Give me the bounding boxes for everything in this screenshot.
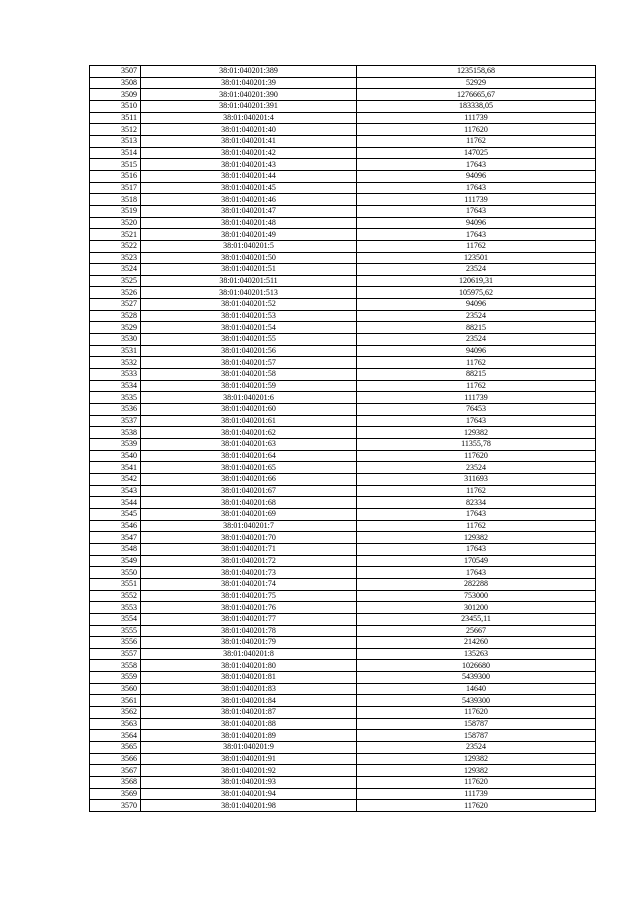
row-number-cell: 3527 [90,299,141,311]
table-row [90,788,596,800]
cadastral-number-cell: 38:01:040201:53 [141,310,357,322]
row-number-cell: 3532 [90,357,141,369]
row-number-cell: 3525 [90,275,141,287]
row-number-cell: 3549 [90,555,141,567]
table-row [90,718,596,730]
row-number-cell: 3550 [90,567,141,579]
row-number-cell: 3533 [90,369,141,381]
row-number-cell: 3535 [90,392,141,404]
row-number-cell: 3511 [90,112,141,124]
row-number-cell: 3545 [90,508,141,520]
row-number-cell: 3554 [90,613,141,625]
value-cell: 158787 [357,718,596,730]
table-row [90,147,596,159]
row-number-cell: 3508 [90,77,141,89]
cadastral-number-cell: 38:01:040201:56 [141,345,357,357]
table-row [90,77,596,89]
table-row [90,497,596,509]
value-cell: 94096 [357,345,596,357]
row-number-cell: 3546 [90,520,141,532]
value-cell: 123501 [357,252,596,264]
value-cell: 23524 [357,310,596,322]
value-cell: 11762 [357,485,596,497]
value-cell: 88215 [357,322,596,334]
cadastral-number-cell: 38:01:040201:43 [141,159,357,171]
row-number-cell: 3528 [90,310,141,322]
value-cell: 129382 [357,532,596,544]
row-number-cell: 3522 [90,240,141,252]
table-row [90,124,596,136]
value-cell: 111739 [357,788,596,800]
table-row [90,100,596,112]
cadastral-number-cell: 38:01:040201:78 [141,625,357,637]
table-row [90,252,596,264]
value-cell: 23524 [357,264,596,276]
table-row [90,462,596,474]
table-row [90,672,596,684]
row-number-cell: 3507 [90,66,141,78]
row-number-cell: 3548 [90,543,141,555]
cadastral-number-cell: 38:01:040201:77 [141,613,357,625]
value-cell: 120619,31 [357,275,596,287]
value-cell: 111739 [357,392,596,404]
row-number-cell: 3570 [90,800,141,812]
table-row [90,380,596,392]
cadastral-number-cell: 38:01:040201:76 [141,602,357,614]
value-cell: 11355,78 [357,439,596,451]
row-number-cell: 3514 [90,147,141,159]
cadastral-number-cell: 38:01:040201:69 [141,508,357,520]
value-cell: 17643 [357,508,596,520]
row-number-cell: 3536 [90,404,141,416]
row-number-cell: 3547 [90,532,141,544]
table-row [90,345,596,357]
cadastral-number-cell: 38:01:040201:57 [141,357,357,369]
table-row [90,660,596,672]
table-row [90,473,596,485]
cadastral-number-cell: 38:01:040201:61 [141,415,357,427]
table-row [90,637,596,649]
table-row [90,112,596,124]
table-row [90,648,596,660]
row-number-cell: 3519 [90,205,141,217]
cadastral-number-cell: 38:01:040201:50 [141,252,357,264]
cadastral-number-cell: 38:01:040201:511 [141,275,357,287]
row-number-cell: 3538 [90,427,141,439]
value-cell: 117620 [357,450,596,462]
table-row [90,602,596,614]
table-row [90,532,596,544]
cadastral-number-cell: 38:01:040201:70 [141,532,357,544]
row-number-cell: 3518 [90,194,141,206]
table-row [90,205,596,217]
cadastral-number-cell: 38:01:040201:513 [141,287,357,299]
row-number-cell: 3523 [90,252,141,264]
table-row [90,369,596,381]
table-row [90,695,596,707]
table-row [90,730,596,742]
cadastral-number-cell: 38:01:040201:4 [141,112,357,124]
cadastral-number-cell: 38:01:040201:44 [141,170,357,182]
row-number-cell: 3569 [90,788,141,800]
value-cell: 11762 [357,520,596,532]
row-number-cell: 3557 [90,648,141,660]
value-cell: 94096 [357,170,596,182]
data-table [89,65,596,812]
table-row [90,765,596,777]
row-number-cell: 3526 [90,287,141,299]
value-cell: 17643 [357,182,596,194]
row-number-cell: 3562 [90,707,141,719]
value-cell: 23524 [357,334,596,346]
table-row [90,229,596,241]
cadastral-number-cell: 38:01:040201:7 [141,520,357,532]
value-cell: 117620 [357,707,596,719]
value-cell: 11762 [357,240,596,252]
value-cell: 23455,11 [357,613,596,625]
cadastral-number-cell: 38:01:040201:66 [141,473,357,485]
row-number-cell: 3561 [90,695,141,707]
cadastral-number-cell: 38:01:040201:40 [141,124,357,136]
table-row [90,707,596,719]
value-cell: 117620 [357,777,596,789]
cadastral-number-cell: 38:01:040201:9 [141,742,357,754]
cadastral-number-cell: 38:01:040201:89 [141,730,357,742]
row-number-cell: 3529 [90,322,141,334]
cadastral-number-cell: 38:01:040201:47 [141,205,357,217]
row-number-cell: 3520 [90,217,141,229]
value-cell: 11762 [357,357,596,369]
table-row [90,578,596,590]
table-row [90,415,596,427]
table-row [90,322,596,334]
value-cell: 17643 [357,567,596,579]
value-cell: 753000 [357,590,596,602]
table-row [90,275,596,287]
cadastral-number-cell: 38:01:040201:81 [141,672,357,684]
row-number-cell: 3540 [90,450,141,462]
cadastral-number-cell: 38:01:040201:91 [141,753,357,765]
row-number-cell: 3534 [90,380,141,392]
cadastral-number-cell: 38:01:040201:51 [141,264,357,276]
value-cell: 117620 [357,124,596,136]
value-cell: 23524 [357,462,596,474]
cadastral-number-cell: 38:01:040201:80 [141,660,357,672]
value-cell: 94096 [357,299,596,311]
table-row [90,485,596,497]
cadastral-number-cell: 38:01:040201:71 [141,543,357,555]
value-cell: 311693 [357,473,596,485]
cadastral-number-cell: 38:01:040201:39 [141,77,357,89]
value-cell: 76453 [357,404,596,416]
table-row [90,427,596,439]
cadastral-number-cell: 38:01:040201:65 [141,462,357,474]
cadastral-number-cell: 38:01:040201:98 [141,800,357,812]
cadastral-number-cell: 38:01:040201:88 [141,718,357,730]
value-cell: 111739 [357,112,596,124]
value-cell: 52929 [357,77,596,89]
value-cell: 105975,62 [357,287,596,299]
value-cell: 111739 [357,194,596,206]
row-number-cell: 3567 [90,765,141,777]
value-cell: 17643 [357,229,596,241]
table-row [90,89,596,101]
value-cell: 25667 [357,625,596,637]
row-number-cell: 3541 [90,462,141,474]
cadastral-number-cell: 38:01:040201:49 [141,229,357,241]
cadastral-number-cell: 38:01:040201:54 [141,322,357,334]
cadastral-number-cell: 38:01:040201:83 [141,683,357,695]
table-row [90,520,596,532]
table-row [90,334,596,346]
value-cell: 17643 [357,543,596,555]
row-number-cell: 3513 [90,135,141,147]
cadastral-number-cell: 38:01:040201:68 [141,497,357,509]
cadastral-number-cell: 38:01:040201:391 [141,100,357,112]
table-row [90,66,596,78]
row-number-cell: 3553 [90,602,141,614]
table-row [90,753,596,765]
table-row [90,392,596,404]
cadastral-number-cell: 38:01:040201:58 [141,369,357,381]
value-cell: 5439300 [357,695,596,707]
value-cell: 82334 [357,497,596,509]
cadastral-number-cell: 38:01:040201:45 [141,182,357,194]
table-row [90,625,596,637]
cadastral-number-cell: 38:01:040201:41 [141,135,357,147]
value-cell: 17643 [357,159,596,171]
value-cell: 301200 [357,602,596,614]
row-number-cell: 3543 [90,485,141,497]
table-row [90,194,596,206]
cadastral-number-cell: 38:01:040201:42 [141,147,357,159]
row-number-cell: 3551 [90,578,141,590]
value-cell: 11762 [357,135,596,147]
cadastral-number-cell: 38:01:040201:59 [141,380,357,392]
cadastral-number-cell: 38:01:040201:67 [141,485,357,497]
cadastral-number-cell: 38:01:040201:92 [141,765,357,777]
row-number-cell: 3544 [90,497,141,509]
table-row [90,159,596,171]
table-row [90,800,596,812]
cadastral-number-cell: 38:01:040201:389 [141,66,357,78]
row-number-cell: 3552 [90,590,141,602]
cadastral-number-cell: 38:01:040201:8 [141,648,357,660]
cadastral-number-cell: 38:01:040201:75 [141,590,357,602]
table-row [90,439,596,451]
value-cell: 129382 [357,427,596,439]
cadastral-number-cell: 38:01:040201:48 [141,217,357,229]
table-row [90,264,596,276]
cadastral-number-cell: 38:01:040201:79 [141,637,357,649]
row-number-cell: 3539 [90,439,141,451]
cadastral-number-cell: 38:01:040201:73 [141,567,357,579]
cadastral-number-cell: 38:01:040201:60 [141,404,357,416]
row-number-cell: 3568 [90,777,141,789]
cadastral-number-cell: 38:01:040201:74 [141,578,357,590]
value-cell: 94096 [357,217,596,229]
value-cell: 1026680 [357,660,596,672]
value-cell: 147025 [357,147,596,159]
table-row [90,683,596,695]
value-cell: 88215 [357,369,596,381]
row-number-cell: 3555 [90,625,141,637]
cadastral-number-cell: 38:01:040201:5 [141,240,357,252]
table-row [90,287,596,299]
table-row [90,357,596,369]
table-row [90,543,596,555]
cadastral-number-cell: 38:01:040201:52 [141,299,357,311]
row-number-cell: 3510 [90,100,141,112]
table-row [90,404,596,416]
table-row [90,182,596,194]
cadastral-number-cell: 38:01:040201:93 [141,777,357,789]
row-number-cell: 3516 [90,170,141,182]
value-cell: 214260 [357,637,596,649]
value-cell: 23524 [357,742,596,754]
table-row [90,240,596,252]
table-row [90,555,596,567]
cadastral-number-cell: 38:01:040201:63 [141,439,357,451]
value-cell: 158787 [357,730,596,742]
row-number-cell: 3524 [90,264,141,276]
row-number-cell: 3537 [90,415,141,427]
value-cell: 170549 [357,555,596,567]
value-cell: 17643 [357,415,596,427]
table-row [90,135,596,147]
table-row [90,567,596,579]
row-number-cell: 3509 [90,89,141,101]
table-body [90,66,596,812]
value-cell: 117620 [357,800,596,812]
cadastral-number-cell: 38:01:040201:84 [141,695,357,707]
row-number-cell: 3542 [90,473,141,485]
row-number-cell: 3558 [90,660,141,672]
value-cell: 1235158,68 [357,66,596,78]
cadastral-number-cell: 38:01:040201:87 [141,707,357,719]
cadastral-number-cell: 38:01:040201:55 [141,334,357,346]
table-row [90,170,596,182]
value-cell: 129382 [357,753,596,765]
row-number-cell: 3530 [90,334,141,346]
table-row [90,310,596,322]
cadastral-number-cell: 38:01:040201:94 [141,788,357,800]
row-number-cell: 3521 [90,229,141,241]
table-row [90,590,596,602]
row-number-cell: 3560 [90,683,141,695]
table-row [90,742,596,754]
value-cell: 11762 [357,380,596,392]
value-cell: 183338,05 [357,100,596,112]
value-cell: 282288 [357,578,596,590]
cadastral-number-cell: 38:01:040201:64 [141,450,357,462]
cadastral-number-cell: 38:01:040201:72 [141,555,357,567]
table-row [90,508,596,520]
value-cell: 17643 [357,205,596,217]
cadastral-number-cell: 38:01:040201:390 [141,89,357,101]
row-number-cell: 3564 [90,730,141,742]
value-cell: 5439300 [357,672,596,684]
row-number-cell: 3559 [90,672,141,684]
value-cell: 129382 [357,765,596,777]
row-number-cell: 3515 [90,159,141,171]
table-row [90,217,596,229]
row-number-cell: 3565 [90,742,141,754]
row-number-cell: 3517 [90,182,141,194]
row-number-cell: 3566 [90,753,141,765]
table-row [90,299,596,311]
value-cell: 1276665,67 [357,89,596,101]
value-cell: 135263 [357,648,596,660]
table-row [90,613,596,625]
value-cell: 14640 [357,683,596,695]
row-number-cell: 3531 [90,345,141,357]
row-number-cell: 3512 [90,124,141,136]
row-number-cell: 3556 [90,637,141,649]
cadastral-number-cell: 38:01:040201:46 [141,194,357,206]
table-row [90,450,596,462]
row-number-cell: 3563 [90,718,141,730]
cadastral-number-cell: 38:01:040201:62 [141,427,357,439]
table-row [90,777,596,789]
cadastral-number-cell: 38:01:040201:6 [141,392,357,404]
